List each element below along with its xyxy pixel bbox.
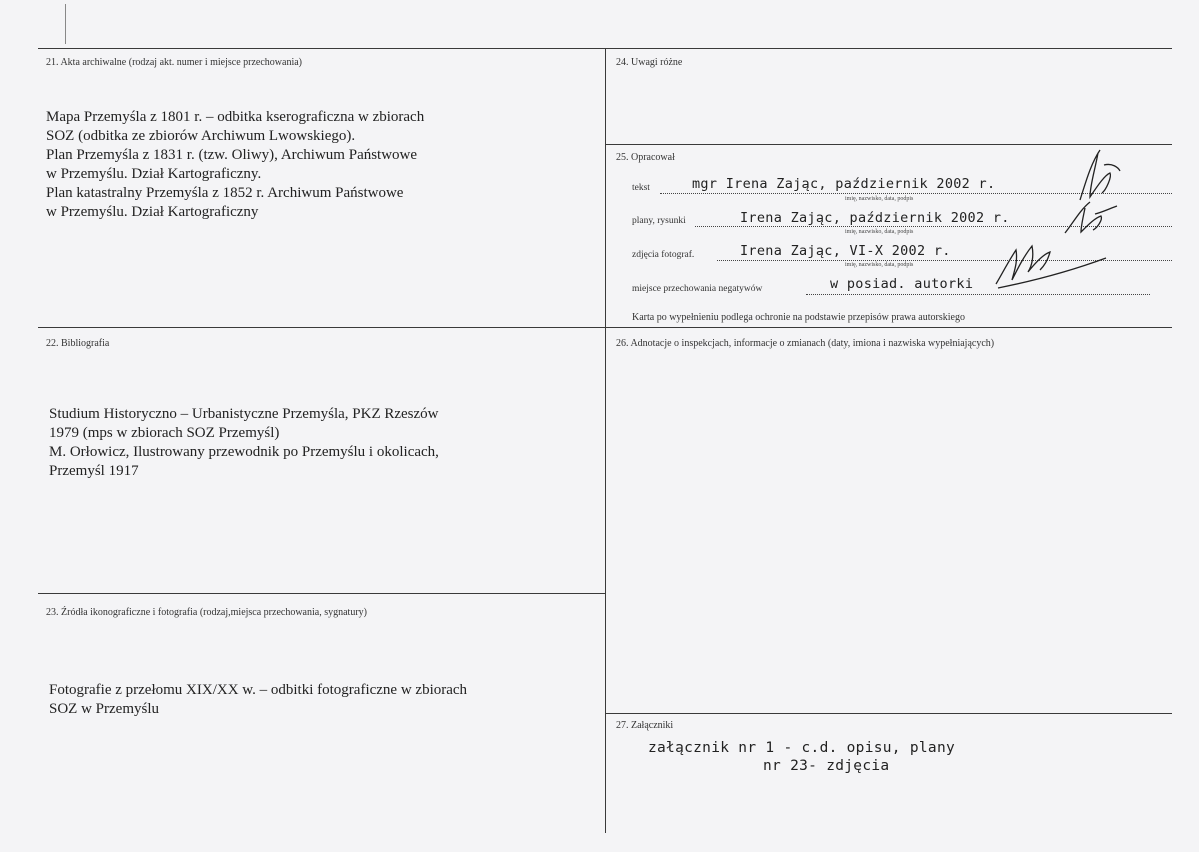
field-value-negatywy: w posiad. autorki: [830, 276, 974, 292]
section-21-line: w Przemyślu. Dział Kartograficzny: [46, 204, 259, 220]
section-23-line: Fotografie z przełomu XIX/XX w. – odbitki fotograficzne w zbiorach: [49, 682, 468, 698]
section-22-line: Studium Historyczno – Urbanistyczne Przemyśla, PKZ Rzeszów: [49, 406, 439, 422]
field-caption-tekst: imię, nazwisko, data, podpis: [845, 196, 914, 202]
divider-22-23: [38, 593, 605, 594]
copyright-note: Karta po wypełnieniu podlega ochronie na podstawie przepisów prawa autorskiego: [632, 312, 965, 323]
column-divider: [605, 48, 606, 833]
section-23-line: SOZ w Przemyślu: [49, 701, 159, 717]
section-27-line: załącznik nr 1 - c.d. opisu, plany: [648, 740, 956, 756]
field-label-tekst: tekst: [632, 183, 650, 193]
signature-1: [1060, 145, 1130, 205]
section-21-line: Plan katastralny Przemyśla z 1852 r. Archiwum Państwowe: [46, 185, 404, 201]
left-margin-tick: [65, 4, 66, 44]
section-21-text: [46, 108, 424, 222]
section-21-line: SOZ (odbitka ze zbiorów Archiwum Lwowskiego).: [46, 128, 356, 144]
signature-3: [988, 232, 1108, 292]
divider-26-27: [605, 713, 1172, 714]
field-label-plany: plany, rysunki: [632, 216, 686, 226]
section-27-label: 27. Załączniki: [616, 720, 674, 731]
field-value-plany: Irena Zając, październik 2002 r.: [740, 210, 1010, 226]
section-27-line: nr 23- zdjęcia: [763, 758, 890, 774]
field-label-zdjecia: zdjęcia fotograf.: [632, 250, 695, 260]
field-label-negatywy: miejsce przechowania negatywów: [632, 284, 763, 294]
section-21-line: Mapa Przemyśla z 1801 r. – odbitka kserograficzna w zbiorach: [46, 109, 425, 125]
field-caption-zdjecia: imię, nazwisko, data, podpis: [845, 262, 914, 268]
field-value-zdjecia: Irena Zając, VI-X 2002 r.: [740, 243, 951, 259]
section-21-line: Plan Przemyśla z 1831 r. (tzw. Oliwy), Archiwum Państwowe: [46, 147, 418, 163]
section-22-text: [49, 405, 439, 481]
section-25-label: 25. Opracował: [616, 152, 675, 163]
field-caption-plany: imię, nazwisko, data, podpis: [845, 229, 914, 235]
section-21-label: 21. Akta archiwalne (rodzaj akt. numer i miejsce przechowania): [46, 57, 303, 68]
section-22-line: M. Orłowicz, Ilustrowany przewodnik po Przemyślu i okolicach,: [49, 444, 439, 460]
section-26-label: 26. Adnotacje o inspekcjach, informacje o zmianach (daty, imiona i nazwiska wypełniających): [616, 338, 995, 349]
field-dots-negatywy: [806, 294, 1150, 295]
section-24-label: 24. Uwagi różne: [616, 57, 683, 68]
section-23-label: 23. Źródła ikonograficzne i fotografia (rodzaj,miejsca przechowania, sygnatury): [46, 607, 367, 618]
section-21-line: w Przemyślu. Dział Kartograficzny.: [46, 166, 262, 182]
section-22-label: 22. Bibliografia: [46, 338, 110, 349]
section-22-line: 1979 (mps w zbiorach SOZ Przemyśl): [49, 425, 280, 441]
divider-21-22: [38, 327, 1172, 328]
section-22-line: Przemyśl 1917: [49, 463, 139, 479]
field-value-tekst: mgr Irena Zając, październik 2002 r.: [692, 176, 996, 192]
section-23-text: [49, 681, 467, 719]
